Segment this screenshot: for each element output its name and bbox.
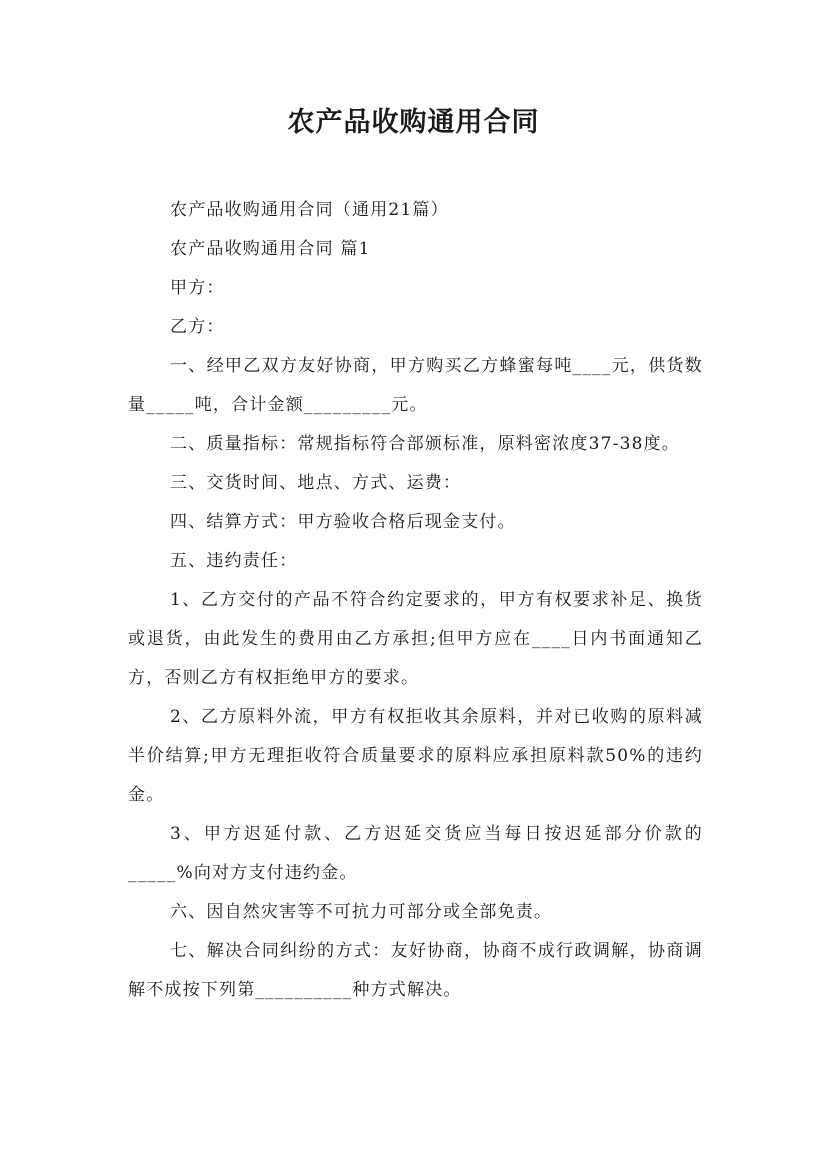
paragraph-clause-5-item-3: 3、甲方迟延付款、乙方迟延交货应当每日按迟延部分价款的_____%向对方支付违约金。 [128,824,703,883]
paragraph-clause-4: 四、结算方式：甲方验收合格后现金支付。 [170,512,516,532]
paragraph-subtitle: 农产品收购通用合同（通用21篇） [170,200,449,220]
document-body [128,191,703,1010]
paragraph-clause-2: 二、质量指标：常规指标符合部颁标准，原料密浓度37-38度。 [170,434,681,454]
paragraph-clause-5-item-2: 2、乙方原料外流，甲方有权拒收其余原料，并对已收购的原料减半价结算;甲方无理拒收符合质量要求的原料应承担原料款50%的违约金。 [128,707,703,805]
paragraph-party-b: 乙方： [170,317,225,337]
paragraph-clause-5-item-1: 1、乙方交付的产品不符合约定要求的，甲方有权要求补足、换货或退货，由此发生的费用由乙方承担;但甲方应在____日内书面通知乙方，否则乙方有权拒绝甲方的要求。 [128,590,703,688]
paragraph-section-heading: 农产品收购通用合同 篇1 [170,239,371,259]
paragraph-clause-6: 六、因自然灾害等不可抗力可部分或全部免责。 [170,902,553,922]
paragraph-clause-5: 五、违约责任： [170,551,298,571]
paragraph-clause-3: 三、交货时间、地点、方式、运费： [170,473,462,493]
paragraph-clause-1: 一、经甲乙双方友好协商，甲方购买乙方蜂蜜每吨____元，供货数量_____吨，合计金额_________元。 [128,356,703,415]
document-title: 农产品收购通用合同 [287,107,540,138]
paragraph-party-a: 甲方： [170,278,225,298]
paragraph-clause-7: 七、解决合同纠纷的方式：友好协商，协商不成行政调解，协商调解不成按下列第__________种方式解决。 [128,941,703,1000]
